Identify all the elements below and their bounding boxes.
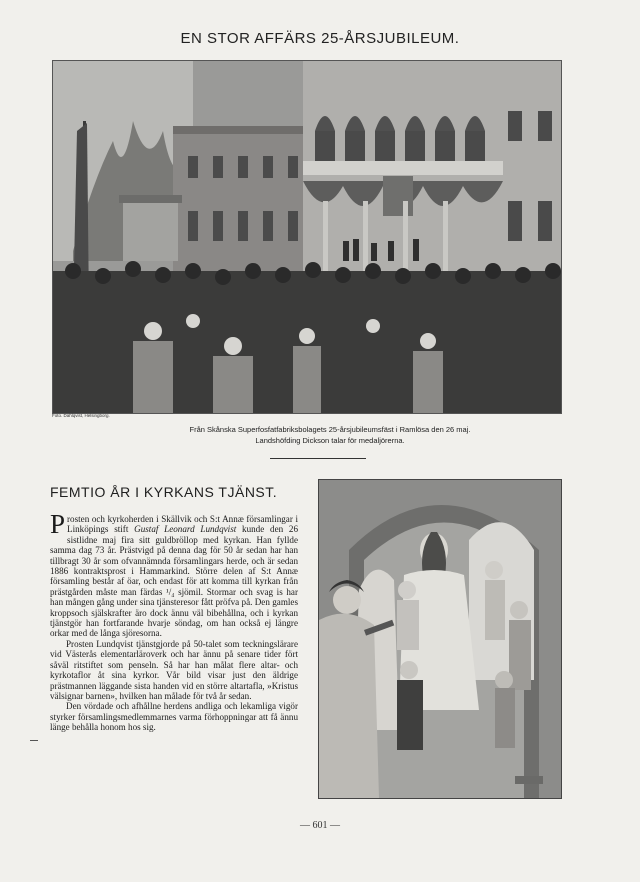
caption-line-2: Landshöfding Dickson talar för medaljörerna. [255, 436, 405, 445]
page-header-title: EN STOR AFFÄRS 25-ÅRSJUBILEUM. [180, 30, 460, 47]
drop-cap: P [50, 509, 66, 539]
margin-mark [30, 740, 38, 741]
article-paragraph-3: Den vördade och afhållne herdens andliga och lekamliga vigör styrker församlingsmedlemmarnes varma förhoppningar att få ännu länge behålla honom hos sig. [50, 701, 298, 733]
article-paragraph-2: Prosten Lundqvist tjänstgjorde på 50-talet som teckningslärare vid Västerås elementarläroverk och har ännu på senare tider fört såväl ritstiftet som penseln. Så har han målat flere altar- och kyrkotaflor åt sina kyrkor. Vår bild visar just den äldrige prästmannen läggande sista handen vid en större altartafla, »Kristus välsignar barnen», hvilken han målade för två år sedan. [50, 638, 298, 701]
article-paragraph-1 [50, 509, 299, 639]
article-title: FEMTIO ÅR I KYRKANS TJÄNST. [50, 484, 278, 500]
paragraph-1-rest: kunde den 26 sistlidne maj fira sitt guldbröllop med kyrkan. Han fyllde samma dag 73 år. Prästvigd på denna dag för 50 år sedan har han tillbragt 30 år som ofvannämnda församlingars herde, och är sedan 1886 kontraktsprost i Hammarkind. Större delen af S:t Annæ församling består af öar, och endast för att komma till kyrkan från prästgården måste man färdas ¹/₄ sjömil. Stormar och svag is har han mången gång under sina tjänsteresor fått pröfva på. Den gamles kroppsoch själskrafter äro dock ännu väl bibehållna, och i kyrkan tjänstgör han fortfarande hvarje söndag, om han också ej längre orkar med de långa sjöresorna. [50, 524, 299, 639]
article-body [50, 509, 299, 733]
section-divider [270, 458, 366, 459]
photo-caption [100, 424, 560, 446]
page-number: — 601 — [300, 820, 340, 831]
altarpiece-painting-photo [318, 479, 562, 799]
jubilee-crowd-photo [52, 60, 562, 414]
photo-credit: Foto. Dahlqvist, Helsingborg. [52, 413, 110, 418]
person-name: Gustaf Leonard Lundqvist [134, 524, 237, 535]
caption-line-1: Från Skånska Superfosfatfabriksbolagets 25-årsjubileumsfäst i Ramlösa den 26 maj. [189, 425, 471, 434]
paragraph-1-start: rosten och kyrkoherden i Skällvik och S:t Annæ församlingar i Linköpings stift [67, 514, 298, 535]
